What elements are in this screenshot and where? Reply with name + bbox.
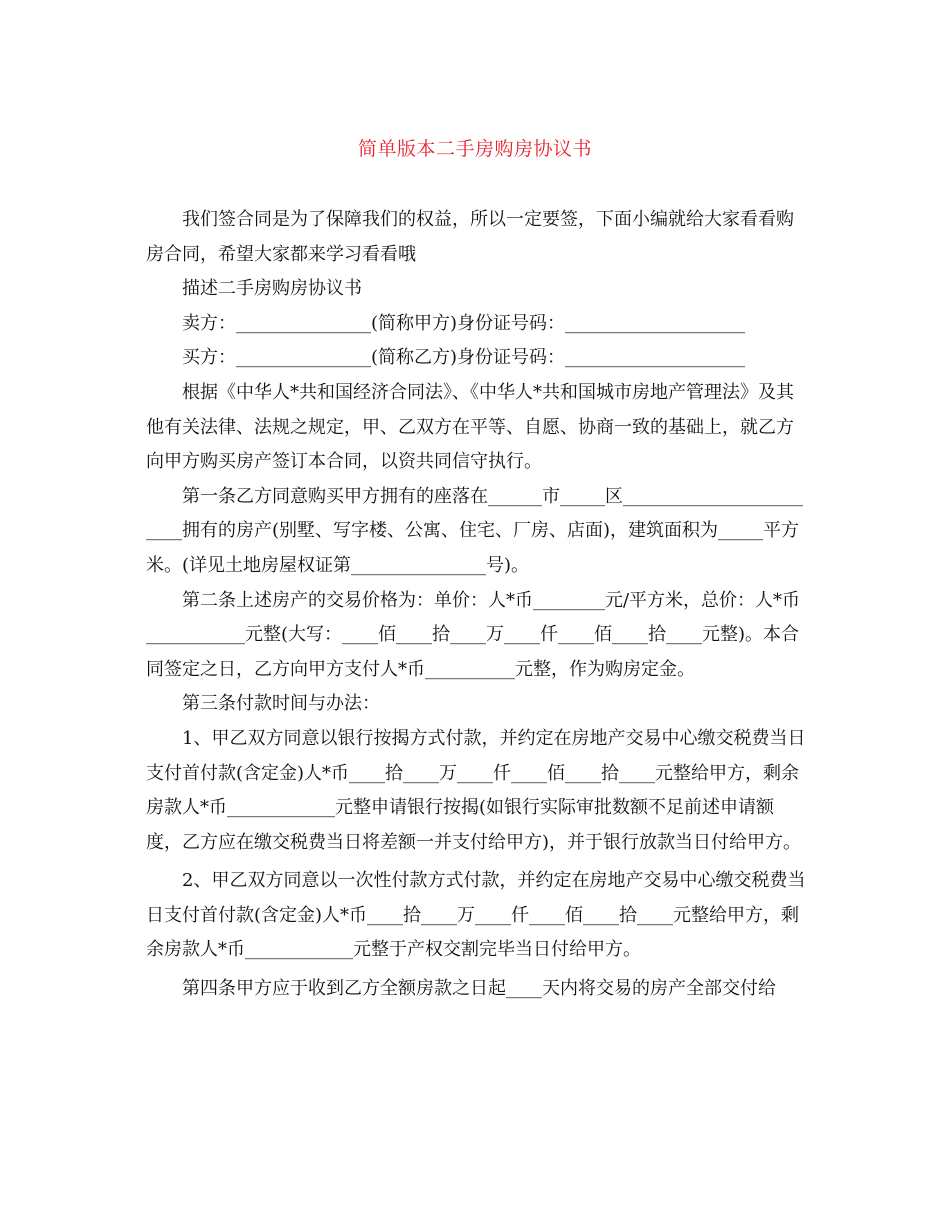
- legal-basis-paragraph: 根据《中华人*共和国经济合同法》、《中华人*共和国城市房地产管理法》及其他有关法律、法规之规定，甲、乙双方在平等、自愿、协商一致的基础上，就乙方向甲方购买房产签订本合同，以资共同信守执行。: [146, 381, 794, 473]
- document-title: 简单版本二手房购房协议书: [357, 138, 592, 160]
- subtitle-paragraph: 描述二手房购房协议书: [182, 278, 362, 300]
- intro-paragraph: 我们签合同是为了保障我们的权益，所以一定要签，下面小编就给大家看看购房合同，希望大家都来学习看看哦: [146, 209, 794, 265]
- article-2-paragraph: 第二条上述房产的交易价格为：单价：人*币________元/平方米，总价：人*币___________元整(大写：____佰____拾____万____仟____佰____拾____元整)。本合同签定之日，乙方向甲方支付人*币__________元整，作为购房定金。: [146, 589, 801, 680]
- document-body: [146, 203, 808, 1007]
- payment-option-2: 2、甲乙双方同意以一次性付款方式付款，并约定在房地产交易中心缴交税费当日支付首付款(含定金)人*币____拾____万____仟____佰____拾____元整给甲方，剩余房款人*币____________元整于产权交割完毕当日付给甲方。: [146, 870, 806, 961]
- seller-line: 卖方：_______________(简称甲方)身份证号码：____________________: [182, 312, 746, 334]
- buyer-line: 买方：_______________(简称乙方)身份证号码：____________________: [182, 347, 746, 369]
- article-1-paragraph: 第一条乙方同意购买甲方拥有的座落在______市_____区________________________拥有的房产(别墅、写字楼、公寓、住宅、厂房、店面)，建筑面积为_____平方米。(详见土地房屋权证第_______________号)。: [146, 485, 803, 576]
- payment-option-1: 1、甲乙双方同意以银行按揭方式付款，并约定在房地产交易中心缴交税费当日支付首付款(含定金)人*币____拾____万____仟____佰____拾____元整给甲方，剩余房款人*币____________元整申请银行按揭(如银行实际审批数额不足前述申请额度，乙方应在缴交税费当日将差额一并支付给甲方)，并于银行放款当日付给甲方。: [146, 727, 806, 853]
- article-4-paragraph: 第四条甲方应于收到乙方全额房款之日起____天内将交易的房产全部交付给: [182, 978, 776, 1000]
- article-3-heading: 第三条付款时间与办法：: [182, 693, 380, 715]
